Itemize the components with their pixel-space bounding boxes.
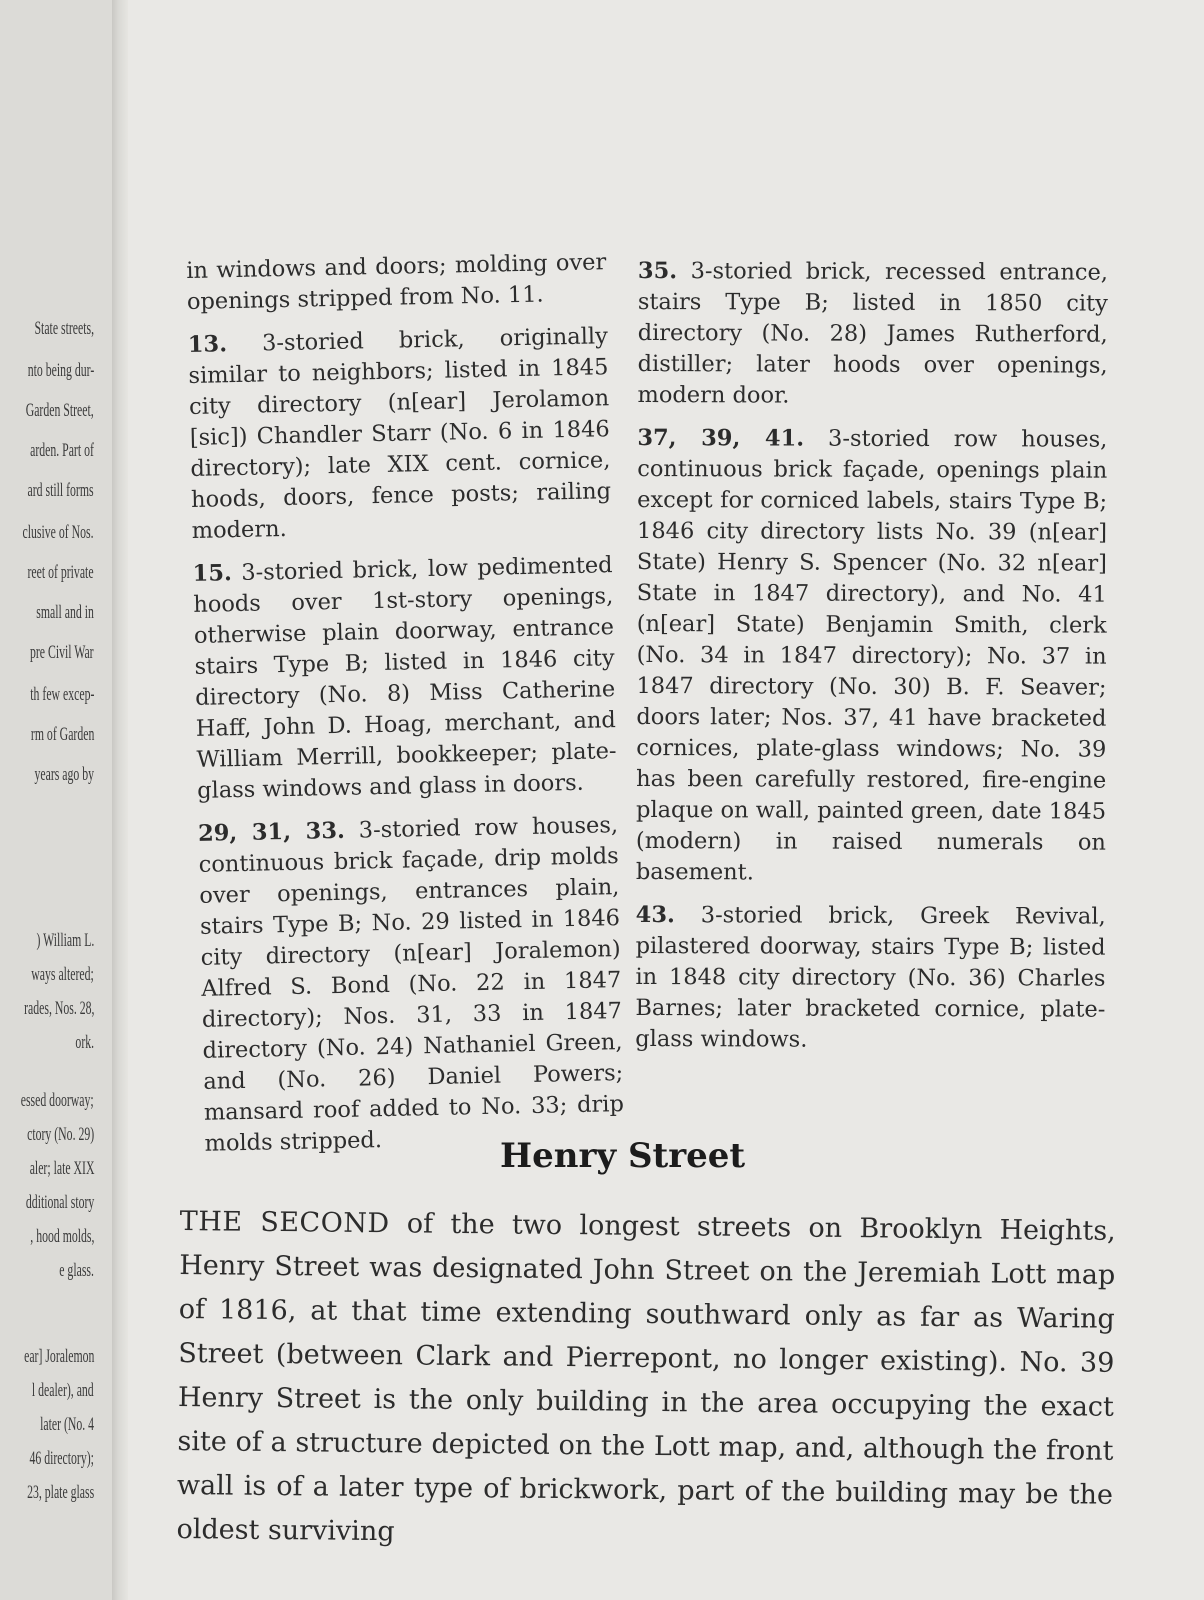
left-fragment: Garden Street, [25, 400, 94, 421]
left-fragment: dditional story [25, 1192, 94, 1213]
left-fragment: clusive of Nos. [23, 522, 94, 543]
right-column [635, 256, 1108, 1069]
entry-number: 13. [187, 331, 228, 358]
entry-text: 3-storied row houses, continuous brick façade, openings plain except for corniced labels, stairs Type B; 1846 city directory lists No. 39 (n[ear] State) Henry S. Spencer (No. 32 n[ear] State in 1847 directory), and No. 41 (n[ear] State) Benjamin Smith, clerk (No. 34 in 1847 directory); No. 37 in 1847 directory (No. 30) B. F. Seaver; doors later; Nos. 37, 41 have bracketed cornices, plate-glass windows; No. 39 has been carefully restored, fire-engine plaque on wall, painted green, date 1845 (modern) in raised numerals on basement. [635, 425, 1108, 886]
left-fragment: 23, plate glass [26, 1482, 94, 1503]
entry-text: 3-storied brick, Greek Revival, pilastered doorway, stairs Type B; listed in 1848 city directory (No. 36) Charles Barnes; later bracketed cornice, plate-glass windows. [635, 902, 1106, 1053]
left-fragment: nto being dur- [27, 360, 94, 381]
left-column [186, 247, 625, 1172]
entry-text: 3-storied row houses, continuous brick façade, drip molds over openings, entrances plain, stairs Type B; No. 29 listed in 1846 city directory (n[ear] Joralemon) Alfred S. Bond (No. 22 in 1847 directory); Nos. 31, 33 in 1847 directory (No. 24) Nathaniel Green, and (No. 26) Daniel Powers; mansard roof added to No. 33; drip molds stripped. [198, 812, 625, 1157]
section-heading: Henry Street [500, 1136, 746, 1176]
entry-number: 37, 39, 41. [637, 424, 805, 452]
entry [636, 423, 1108, 890]
entry [198, 810, 625, 1160]
left-fragment: aler; late XIX [29, 1158, 94, 1179]
left-fragment: ctory (No. 29) [26, 1124, 94, 1145]
entry-number: 15. [192, 560, 233, 587]
entry-number: 43. [635, 901, 675, 929]
left-fragment: l dealer), and [32, 1380, 94, 1401]
left-fragment: 46 directory); [29, 1448, 94, 1469]
left-page-edge [0, 0, 112, 1600]
entry [186, 247, 607, 318]
left-fragment: small and in [36, 602, 94, 623]
left-fragment: later (No. 4 [40, 1414, 94, 1435]
entry [192, 550, 617, 807]
left-fragment: years ago by [34, 764, 94, 785]
left-fragment: e glass. [59, 1260, 94, 1281]
left-fragment: State streets, [34, 318, 94, 339]
book-gutter [112, 0, 128, 1600]
left-fragment: ear] Joralemon [23, 1346, 94, 1367]
left-fragment: essed doorway; [21, 1090, 94, 1111]
entry-number: 29, 31, 33. [197, 817, 346, 847]
left-fragment: , hood molds, [29, 1226, 94, 1247]
left-fragment: rm of Garden [30, 724, 94, 745]
entry [637, 256, 1108, 413]
left-fragment: th few excep- [29, 684, 94, 705]
entry [188, 321, 612, 547]
entry-text: 3-storied brick, low pedimented hoods over 1st-story openings, otherwise plain doorway, entrance stairs Type B; listed in 1846 city directory (No. 8) Miss Catherine Haff, John D. Hoag, merchant, and William Merrill, bookkeeper; plate-glass windows and glass in doors. [193, 552, 617, 804]
entry-text: 3-storied brick, recessed entrance, stairs Type B; listed in 1850 city directory (No. 28) James Rutherford, distiller; later hoods over openings, modern door. [637, 258, 1108, 409]
left-fragment: ways altered; [31, 964, 94, 985]
section-body [176, 1200, 1116, 1562]
left-fragment: arden. Part of [30, 440, 94, 461]
left-fragment: rades, Nos. 28, [23, 998, 94, 1019]
entry [635, 900, 1106, 1057]
left-fragment: pre Civil War [30, 642, 94, 663]
entry-text: in windows and doors; molding over openings stripped from No. 11. [186, 249, 607, 315]
left-fragment: ork. [75, 1032, 94, 1053]
entry-text: 3-storied brick, originally similar to neighbors; listed in 1845 city directory (n[ear] Jerolamon [sic]) Chandler Starr (No. 6 in 1846 directory); late XIX cent. cornice, hoods, doors, fence posts; railing modern. [188, 323, 612, 544]
section-text: of the two longest streets on Brooklyn Heights, Henry Street was designated John Street on the Jeremiah Lott map of 1816, at that time extending southward only as far as Waring Street (between Clark and Pierrepont, no longer existing). No. 39 Henry Street is the only building in the area occupying the exact site of a structure depicted on the Lott map, and, although the front wall is of a later type of brickwork, part of the building may be the oldest surviving [176, 1208, 1116, 1548]
left-fragment: ) William L. [36, 930, 94, 951]
section-lead: THE SECOND [179, 1205, 390, 1240]
entry-number: 35. [637, 258, 678, 285]
left-fragment: reet of private [27, 562, 94, 583]
left-fragment: ard still forms [27, 480, 94, 501]
